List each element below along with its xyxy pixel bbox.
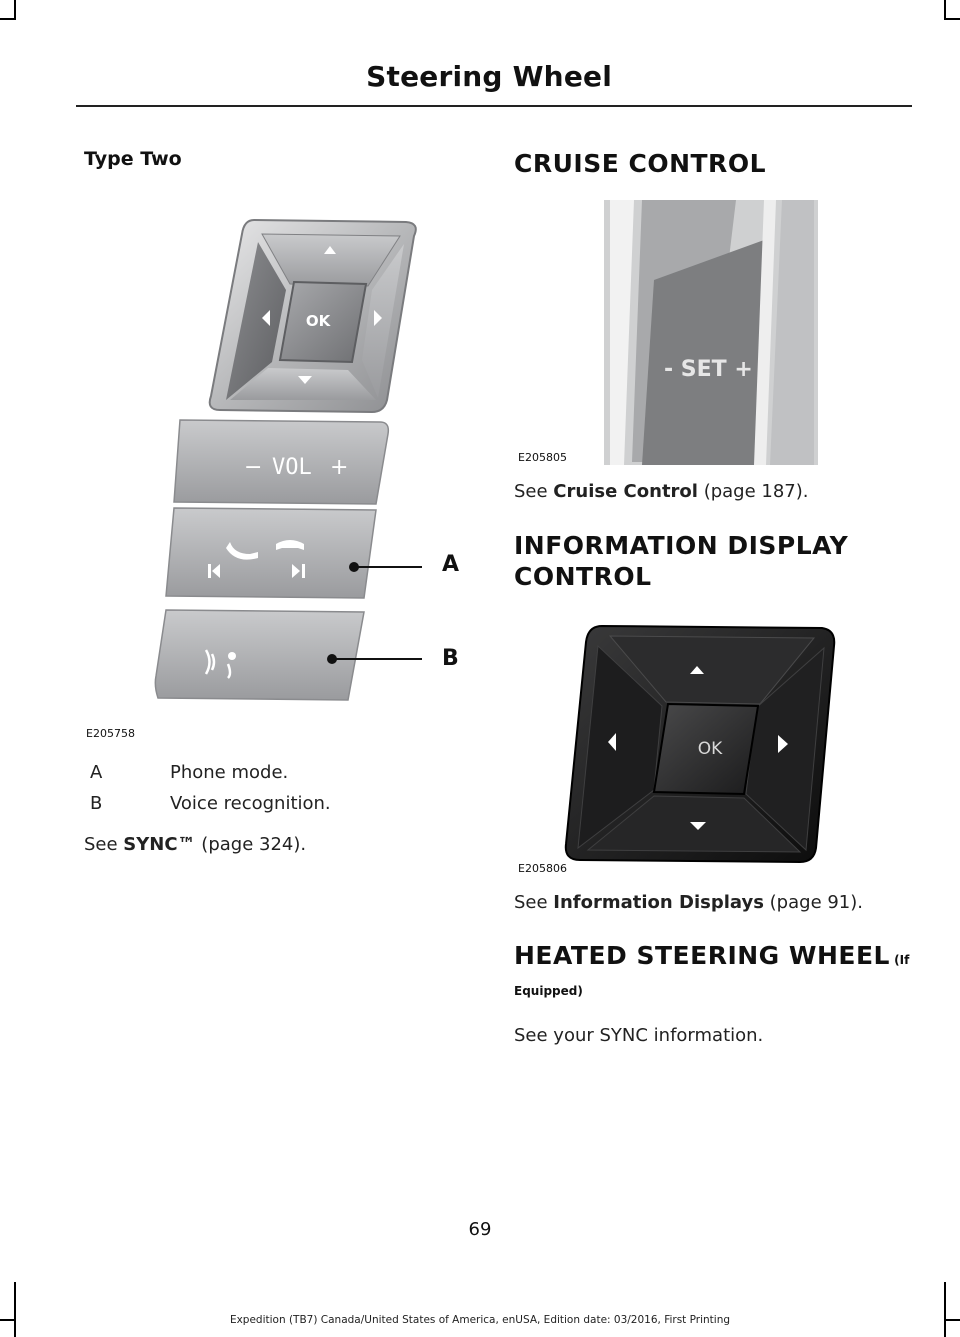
set-button-label: - SET +	[664, 357, 753, 382]
cruise-control-link[interactable]: Cruise Control	[553, 481, 698, 502]
cruise-control-illustration	[514, 200, 820, 468]
see-sync-reference: See SYNC™ (page 324).	[84, 834, 307, 855]
ok-button-label: OK	[697, 739, 723, 759]
callout-b: B	[442, 646, 459, 671]
section-title-cruise-control: CRUISE CONTROL	[514, 149, 766, 178]
crop-mark	[14, 0, 16, 20]
heated-steering-wheel-body: See your SYNC information.	[514, 1025, 764, 1046]
see-cruise-control-reference: See Cruise Control (page 187).	[514, 481, 809, 502]
information-displays-link[interactable]: Information Displays	[553, 892, 764, 913]
section-title-heated-steering-wheel: HEATED STEERING WHEEL (If	[514, 941, 910, 970]
steering-controls-figure	[84, 186, 470, 742]
vol-minus-label: −	[244, 455, 263, 480]
page-footer: Expedition (TB7) Canada/United States of America, enUSA, Edition date: 03/2016, First Printing	[229, 1314, 731, 1326]
page-number: 69	[468, 1219, 492, 1240]
vol-plus-label: +	[330, 455, 349, 480]
subheading-type-two: Type Two	[84, 148, 182, 170]
legend-item-a	[90, 762, 288, 783]
legend-text: Phone mode.	[170, 762, 289, 783]
crop-mark	[0, 18, 16, 20]
crop-mark	[944, 1282, 946, 1337]
page-title: Steering Wheel	[366, 60, 612, 93]
figure-code: E205805	[518, 451, 567, 464]
header-rule	[76, 105, 912, 107]
page-header	[76, 60, 912, 106]
crop-mark	[944, 18, 960, 20]
legend-text: Voice recognition.	[170, 793, 331, 814]
figure-code: E205758	[86, 727, 135, 740]
if-equipped-note: Equipped)	[514, 984, 583, 998]
legend-key: A	[90, 762, 103, 783]
sync-link[interactable]: SYNC™	[123, 834, 196, 855]
legend-key: B	[90, 793, 103, 814]
section-title-information-display: INFORMATION DISPLAY CONTROL	[514, 531, 849, 591]
vol-label: VOL	[272, 455, 312, 480]
figure-code: E205806	[518, 862, 567, 875]
crop-mark	[944, 0, 946, 20]
ok-button-label: OK	[305, 312, 331, 330]
legend-item-b	[90, 793, 331, 814]
crop-mark	[14, 1282, 16, 1337]
cruise-control-figure	[514, 200, 820, 468]
information-display-illustration	[514, 612, 844, 874]
see-information-displays-reference: See Information Displays (page 91).	[514, 892, 864, 913]
information-display-figure	[514, 612, 844, 874]
steering-controls-illustration	[84, 186, 470, 742]
callout-a: A	[442, 552, 460, 577]
